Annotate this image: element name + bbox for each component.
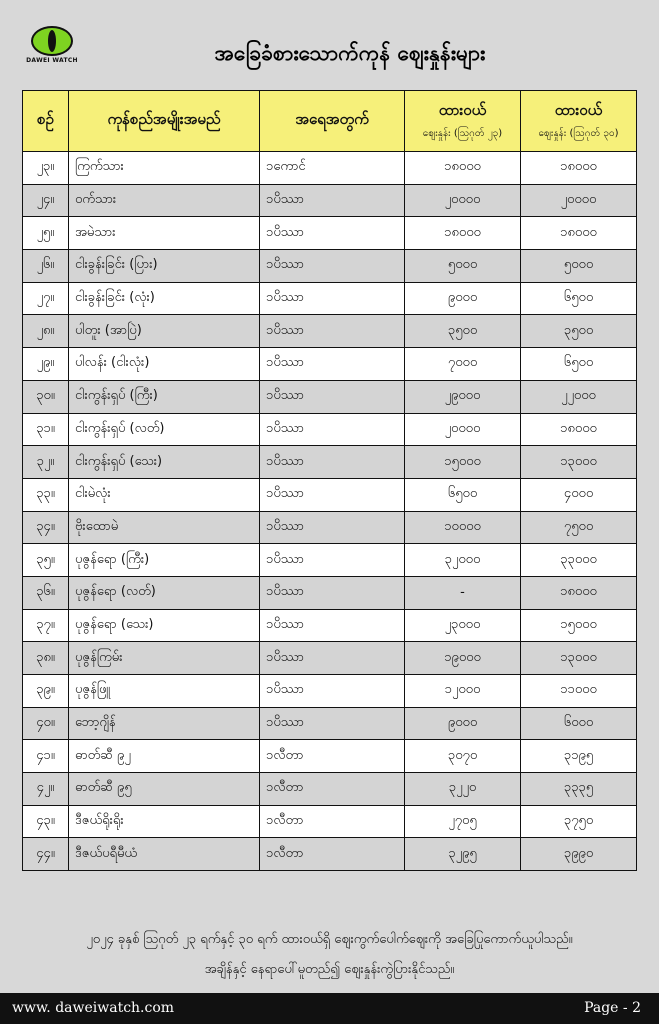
note-source: ၂၀၂၄ ခုနှစ် ဩဂုတ် ၂၃ ရက်နှင့် ၃၀ ရက် ထားဝယ်ရှိ ဈေးကွက်ပေါက်ဈေးကို အခြေပြုကောက်ယူပါသည်။	[86, 932, 573, 947]
page-number: Page - 2	[584, 1000, 641, 1016]
cell-price-aug30: ၁၈၀၀၀	[521, 413, 637, 446]
cell-price-aug23: ၃၅၀၀	[405, 315, 521, 348]
cell-no: ၃၆။	[23, 576, 69, 609]
table-row	[23, 315, 637, 348]
cell-unit: ၁လီတာ	[260, 838, 405, 871]
cell-price-aug30: ၁၃၀၀၀	[521, 642, 637, 675]
cell-price-aug23: ၂၇၀၅	[405, 805, 521, 838]
cell-price-aug23: ၁၉၀၀၀	[405, 642, 521, 675]
cell-name: ပါတူး (အာပြဲ)	[69, 315, 260, 348]
cell-price-aug23: ၂၃၀၀၀	[405, 609, 521, 642]
table-row	[23, 217, 637, 250]
header-unit: အရေအတွက်	[260, 91, 405, 152]
header-no: စဉ်	[23, 91, 69, 152]
cell-unit: ၁ပိဿာ	[260, 348, 405, 381]
cell-name: ငါးခွန်းခြင်း (ပြား)	[69, 250, 260, 283]
cell-price-aug30: ၇၅၀၀	[521, 511, 637, 544]
header-name: ကုန်စည်အမျိုးအမည်	[69, 91, 260, 152]
cell-no: ၃၁။	[23, 413, 69, 446]
cell-name: ဓာတ်ဆီ ၉၅	[69, 773, 260, 806]
cell-price-aug30: ၁၈၀၀၀	[521, 576, 637, 609]
table-row	[23, 184, 637, 217]
cell-name: ဝက်သား	[69, 184, 260, 217]
header	[0, 0, 659, 80]
cell-no: ၃၇။	[23, 609, 69, 642]
table-row	[23, 478, 637, 511]
cell-price-aug30: ၁၈၀၀၀	[521, 152, 637, 185]
table-row	[23, 642, 637, 675]
cell-unit: ၁ပိဿာ	[260, 250, 405, 283]
cell-price-aug30: ၄၀၀၀	[521, 478, 637, 511]
table-row	[23, 838, 637, 871]
cell-price-aug23: ၆၅၀၀	[405, 478, 521, 511]
logo-text: DAWEI WATCH	[26, 57, 78, 64]
header-price-aug30	[521, 91, 637, 152]
cell-no: ၄၄။	[23, 838, 69, 871]
note-disclaimer: အချိန်နှင့် နေရာပေါ်မူတည်၍ ဈေးနှုန်းကွဲပြားနိုင်သည်။	[204, 962, 455, 977]
cell-no: ၂၅။	[23, 217, 69, 250]
header-price1-sub: ဈေးနှုန်း (ဩဂုတ် ၂၃)	[422, 128, 503, 139]
cell-price-aug23: ၃၂၂၀	[405, 773, 521, 806]
cell-name: ဒီဇယ်ရိုးရိုး	[69, 805, 260, 838]
cell-price-aug23: ၂၀၀၀၀	[405, 413, 521, 446]
cell-name: ပါလန်း (ငါးလုံး)	[69, 348, 260, 381]
cell-no: ၃၂။	[23, 446, 69, 479]
cell-no: ၂၇။	[23, 282, 69, 315]
cell-name: ငါးကွန်းရှပ် (လတ်)	[69, 413, 260, 446]
cell-name: ပုဇွန်ရော (လတ်)	[69, 576, 260, 609]
cell-price-aug30: ၅၀၀၀	[521, 250, 637, 283]
cell-unit: ၁ပိဿာ	[260, 282, 405, 315]
logo	[22, 26, 82, 66]
cell-unit: ၁ပိဿာ	[260, 446, 405, 479]
cell-price-aug23: ၁၂၀၀၀	[405, 675, 521, 708]
cell-price-aug30: ၃၇၅၀	[521, 805, 637, 838]
cell-no: ၃၄။	[23, 511, 69, 544]
cell-unit: ၁ပိဿာ	[260, 184, 405, 217]
website-link[interactable]: www. daweiwatch.com	[12, 1000, 175, 1016]
cell-price-aug30: ၃၁၉၅	[521, 740, 637, 773]
cell-no: ၃၃။	[23, 478, 69, 511]
table-row	[23, 544, 637, 577]
cell-unit: ၁ပိဿာ	[260, 478, 405, 511]
cell-no: ၃၈။	[23, 642, 69, 675]
cell-price-aug30: ၃၃၃၅	[521, 773, 637, 806]
cell-name: ကြက်သား	[69, 152, 260, 185]
cell-unit: ၁ပိဿာ	[260, 707, 405, 740]
cell-unit: ၁ပိဿာ	[260, 675, 405, 708]
cell-price-aug23: -	[405, 576, 521, 609]
cell-no: ၂၃။	[23, 152, 69, 185]
cell-price-aug23: ၂၀၀၀၀	[405, 184, 521, 217]
table-row	[23, 511, 637, 544]
cell-name: ပုဇွန်ကြမ်း	[69, 642, 260, 675]
cell-price-aug23: ၂၉၀၀၀	[405, 380, 521, 413]
cell-unit: ၁ပိဿာ	[260, 576, 405, 609]
cell-price-aug30: ၁၅၀၀၀	[521, 609, 637, 642]
cell-name: ပုဇွန်ရော (ကြီး)	[69, 544, 260, 577]
cell-no: ၄၀။	[23, 707, 69, 740]
cell-unit: ၁ကောင်	[260, 152, 405, 185]
table-row	[23, 740, 637, 773]
cell-unit: ၁ပိဿာ	[260, 511, 405, 544]
header-price2-sub: ဈေးနှုန်း (ဩဂုတ် ၃၀)	[538, 128, 619, 139]
cell-name: အမဲသား	[69, 217, 260, 250]
cell-name: ငါးကွန်းရှပ် (ကြီး)	[69, 380, 260, 413]
cell-price-aug23: ၁၀၀၀၀	[405, 511, 521, 544]
cell-no: ၂၄။	[23, 184, 69, 217]
cell-name: ပုဇွန်ဖြူ	[69, 675, 260, 708]
cell-no: ၃၀။	[23, 380, 69, 413]
cell-name: ဒီဇယ်ပရီမီယံ	[69, 838, 260, 871]
cell-price-aug23: ၇၀၀၀	[405, 348, 521, 381]
table-row	[23, 380, 637, 413]
cell-unit: ၁ပိဿာ	[260, 315, 405, 348]
page-title: အခြေခံစားသောက်ကုန် ဈေးနှုန်းများ	[214, 41, 486, 65]
cell-no: ၂၆။	[23, 250, 69, 283]
cell-name: ဘော့ဂျိန်	[69, 707, 260, 740]
table-row	[23, 282, 637, 315]
table-row	[23, 805, 637, 838]
table-header-row	[23, 91, 637, 152]
cell-price-aug30: ၆၅၀၀	[521, 282, 637, 315]
cell-no: ၄၁။	[23, 740, 69, 773]
table-row	[23, 413, 637, 446]
header-price2-label: ထားဝယ်	[554, 101, 603, 119]
cell-price-aug23: ၉၀၀၀	[405, 707, 521, 740]
cell-no: ၃၅။	[23, 544, 69, 577]
cell-price-aug30: ၃၃၀၀၀	[521, 544, 637, 577]
cell-price-aug30: ၆၅၀၀	[521, 348, 637, 381]
cell-no: ၄၂။	[23, 773, 69, 806]
eye-logo-icon	[31, 26, 73, 56]
cell-price-aug23: ၃၀၇၀	[405, 740, 521, 773]
table-row	[23, 707, 637, 740]
cell-name: ငါးကွန်းရှပ် (သေး)	[69, 446, 260, 479]
cell-price-aug23: ၅၀၀၀	[405, 250, 521, 283]
cell-unit: ၁ပိဿာ	[260, 413, 405, 446]
cell-no: ၄၃။	[23, 805, 69, 838]
cell-price-aug30: ၁၃၀၀၀	[521, 446, 637, 479]
table-row	[23, 773, 637, 806]
table-row	[23, 152, 637, 185]
cell-no: ၂၉။	[23, 348, 69, 381]
cell-price-aug30: ၃၅၀၀	[521, 315, 637, 348]
cell-price-aug23: ၃၂၀၀၀	[405, 544, 521, 577]
footer	[0, 993, 659, 1024]
table-row	[23, 675, 637, 708]
cell-unit: ၁ပိဿာ	[260, 609, 405, 642]
table-row	[23, 446, 637, 479]
table-row	[23, 348, 637, 381]
cell-no: ၃၉။	[23, 675, 69, 708]
cell-name: ဓာတ်ဆီ ၉၂	[69, 740, 260, 773]
cell-price-aug30: ၂၀၀၀၀	[521, 184, 637, 217]
cell-unit: ၁လီတာ	[260, 740, 405, 773]
cell-price-aug23: ၁၈၀၀၀	[405, 152, 521, 185]
cell-price-aug30: ၂၂၀၀၀	[521, 380, 637, 413]
cell-price-aug30: ၁၁၀၀၀	[521, 675, 637, 708]
table-row	[23, 609, 637, 642]
cell-price-aug23: ၃၂၉၅	[405, 838, 521, 871]
cell-price-aug30: ၆၀၀၀	[521, 707, 637, 740]
cell-price-aug23: ၉၀၀၀	[405, 282, 521, 315]
header-price1-label: ထားဝယ်	[438, 101, 487, 119]
cell-unit: ၁လီတာ	[260, 805, 405, 838]
table-row	[23, 576, 637, 609]
cell-no: ၂၈။	[23, 315, 69, 348]
cell-price-aug23: ၁၈၀၀၀	[405, 217, 521, 250]
cell-name: ငါးမဲလုံး	[69, 478, 260, 511]
cell-unit: ၁ပိဿာ	[260, 380, 405, 413]
cell-price-aug30: ၃၉၉၀	[521, 838, 637, 871]
cell-unit: ၁ပိဿာ	[260, 642, 405, 675]
table-row	[23, 250, 637, 283]
cell-name: ဗိုးထောမဲ	[69, 511, 260, 544]
header-price-aug23	[405, 91, 521, 152]
cell-name: ငါးခွန်းခြင်း (လုံး)	[69, 282, 260, 315]
cell-price-aug30: ၁၈၀၀၀	[521, 217, 637, 250]
cell-name: ပုဇွန်ရော (သေး)	[69, 609, 260, 642]
cell-unit: ၁လီတာ	[260, 773, 405, 806]
price-table	[22, 90, 637, 871]
cell-price-aug23: ၁၅၀၀၀	[405, 446, 521, 479]
cell-unit: ၁ပိဿာ	[260, 217, 405, 250]
cell-unit: ၁ပိဿာ	[260, 544, 405, 577]
